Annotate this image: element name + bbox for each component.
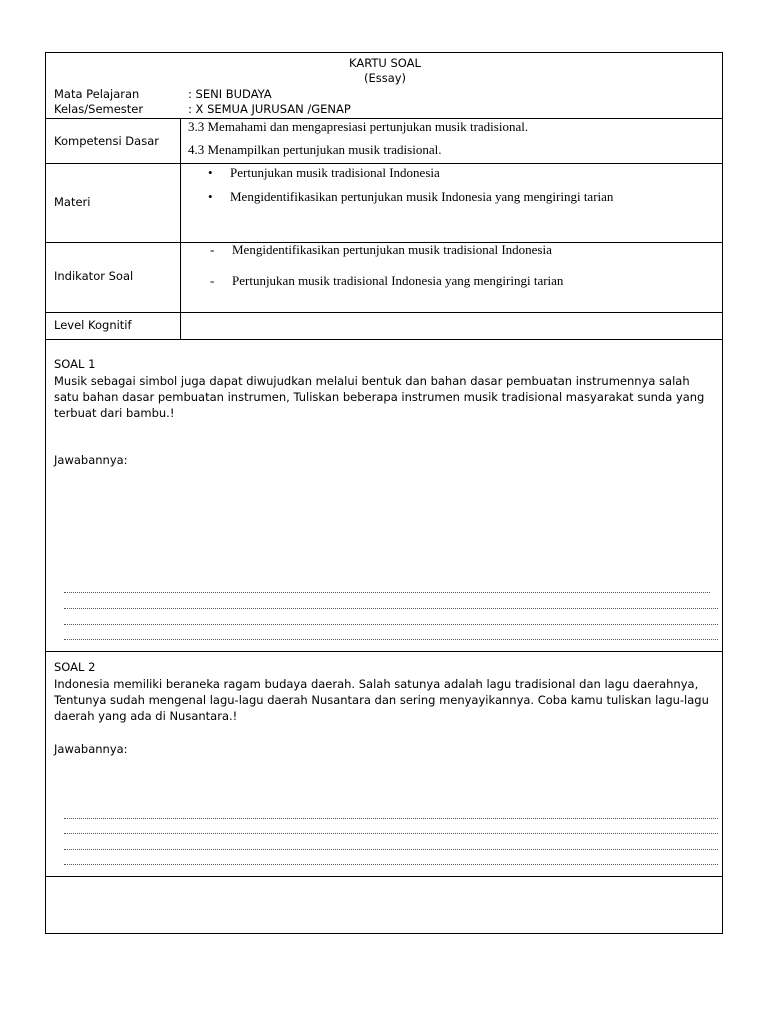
subject-value: : SENI BUDAYA <box>188 87 272 101</box>
bullet-icon: • <box>208 165 213 180</box>
card-subtitle: (Essay) <box>363 71 407 85</box>
materi-item: • Mengidentifikasikan pertunjukan musik Indonesia yang mengiringi tarian <box>208 189 614 204</box>
class-label: Kelas/Semester <box>54 102 144 116</box>
dash-icon: - <box>210 242 215 257</box>
kompetensi-item: 3.3 Memahami dan mengapresiasi pertunjukan musik tradisional. <box>188 119 529 134</box>
answer-line[interactable] <box>64 608 718 609</box>
divider <box>46 339 723 340</box>
answer-label: Jawabannya: <box>54 742 128 756</box>
materi-label: Materi <box>54 195 91 209</box>
question-text: Musik sebagai simbol juga dapat diwujudkan melalui bentuk dan bahan dasar pembuatan instrumennya salah satu bahan dasar pembuatan instrumen, Tuliskan beberapa instrumen musik tradisional masyarakat sunda yang terbuat dari bambu.! <box>54 374 705 420</box>
indikator-label: Indikator Soal <box>54 269 134 283</box>
class-value: : X SEMUA JURUSAN /GENAP <box>188 102 351 116</box>
question-title: SOAL 2 <box>54 660 96 674</box>
kompetensi-item: 4.3 Menampilkan pertunjukan musik tradisional. <box>188 142 442 157</box>
divider <box>46 876 723 877</box>
answer-line[interactable] <box>64 592 710 593</box>
divider <box>46 163 723 164</box>
column-divider <box>180 118 181 339</box>
level-label: Level Kognitif <box>54 318 132 332</box>
question-card <box>45 52 723 934</box>
answer-line[interactable] <box>64 864 718 865</box>
divider <box>46 651 723 652</box>
subject-label: Mata Pelajaran <box>54 87 140 101</box>
bullet-icon: • <box>208 189 213 204</box>
question-title: SOAL 1 <box>54 357 96 371</box>
indikator-item: - Pertunjukan musik tradisional Indonesia yang mengiringi tarian <box>210 273 564 288</box>
materi-item: • Pertunjukan musik tradisional Indonesia <box>208 165 440 180</box>
answer-line[interactable] <box>64 849 718 850</box>
card-title: KARTU SOAL <box>349 56 421 70</box>
answer-line[interactable] <box>64 833 718 834</box>
kompetensi-label: Kompetensi Dasar <box>54 134 159 148</box>
answer-line[interactable] <box>64 624 718 625</box>
answer-line[interactable] <box>64 818 718 819</box>
question-text: Indonesia memiliki beraneka ragam budaya daerah. Salah satunya adalah lagu tradisional dan lagu daerahnya, Tentunya sudah mengenal lagu-lagu daerah Nusantara dan sering menyayikannya. Coba kamu tuliskan lagu-lagu daerah yang ada di Nusantara.! <box>54 677 709 723</box>
dash-icon: - <box>210 273 215 288</box>
answer-line[interactable] <box>64 639 718 640</box>
answer-label: Jawabannya: <box>54 453 128 467</box>
indikator-item: - Mengidentifikasikan pertunjukan musik tradisional Indonesia <box>210 242 552 257</box>
divider <box>46 312 723 313</box>
